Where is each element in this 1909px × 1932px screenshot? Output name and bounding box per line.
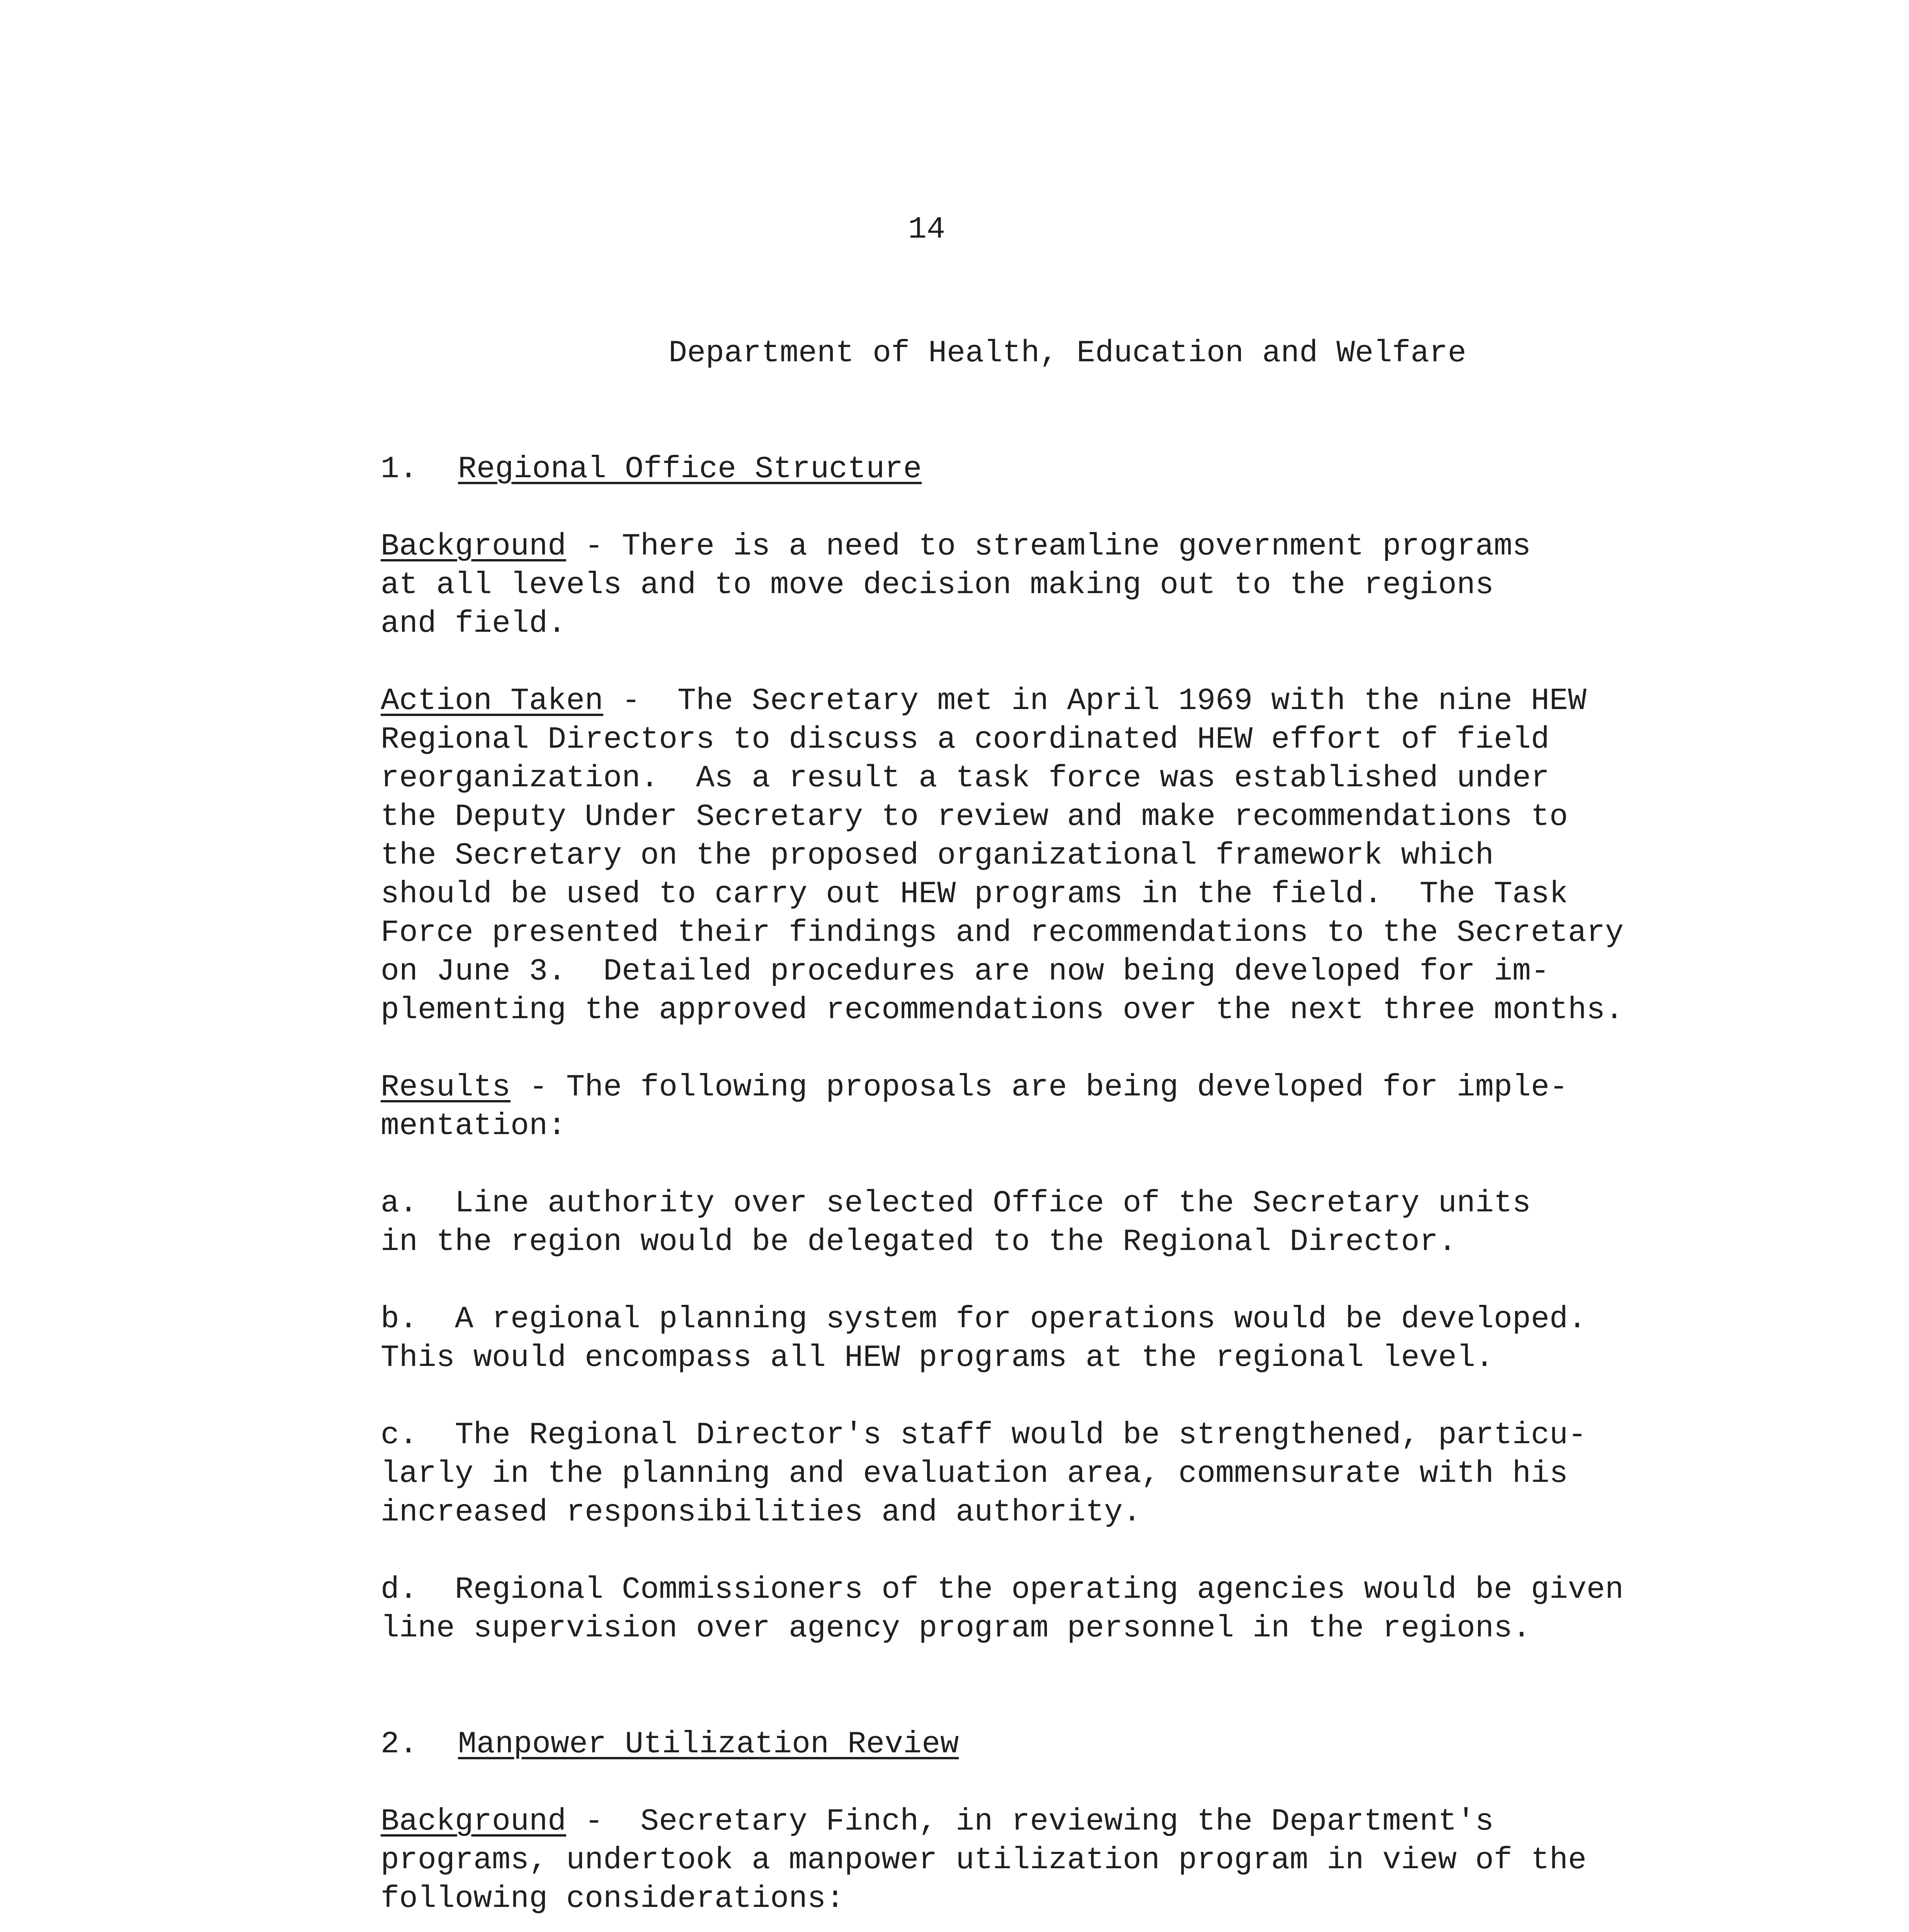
page-number: 14 (908, 212, 946, 247)
section-number: 1. (381, 452, 418, 487)
section-number: 2. (381, 1727, 418, 1762)
background-label: Background (381, 1804, 567, 1839)
section-title: Regional Office Structure (458, 452, 922, 487)
results-label: Results (381, 1070, 511, 1105)
action-taken-text: - The Secretary met in April 1969 with the nine HEW Regional Directors to discuss a coordinated HEW effort of field reorganization. As a result a task force was established under the Deputy Under Secretary to review and make recommendations to the Secretary on the proposed organizational framework which should be used to carry out HEW programs in the field. The Task Force presented their findings and recommendations to the Secretary on June 3. Detailed procedures are now being developed for im- plementing the approved recommendations over the next three months. (381, 684, 1624, 1028)
list-item: d. Regional Commissioners of the operating agencies would be given line supervision over agency program personnel in the regions. (381, 1572, 1624, 1646)
section-title: Manpower Utilization Review (458, 1727, 959, 1762)
background-text: - Secretary Finch, in reviewing the Department's programs, undertook a manpower utilization program in view of the following considerations: (381, 1804, 1587, 1917)
section-1-action-taken (381, 682, 1695, 1030)
section-1-results (381, 1068, 1695, 1146)
section-2-heading (381, 1725, 1695, 1764)
background-text: - There is a need to streamline government programs at all levels and to move decision making out to the regions and field. (381, 529, 1531, 641)
department-title: Department of Health, Education and Welfare (669, 336, 1467, 371)
section-1-background (381, 527, 1695, 643)
action-taken-label: Action Taken (381, 684, 604, 719)
section-2-background (381, 1803, 1695, 1918)
list-item: b. A regional planning system for operations would be developed. This would encompass all HEW programs at the regional level. (381, 1302, 1587, 1376)
results-text: - The following proposals are being developed for imple- mentation: (381, 1070, 1568, 1144)
section-spacer (381, 1687, 1695, 1725)
list-item: a. Line authority over selected Office of the Secretary units in the region would be delegated to the Regional Director. (381, 1186, 1531, 1260)
section-1-heading (381, 450, 1695, 489)
document-body (381, 450, 1695, 1932)
background-label: Background (381, 529, 567, 564)
list-item: c. The Regional Director's staff would be strengthened, particu- larly in the planning and evaluation area, commensurate with his increased responsibilities and authority. (381, 1418, 1587, 1530)
